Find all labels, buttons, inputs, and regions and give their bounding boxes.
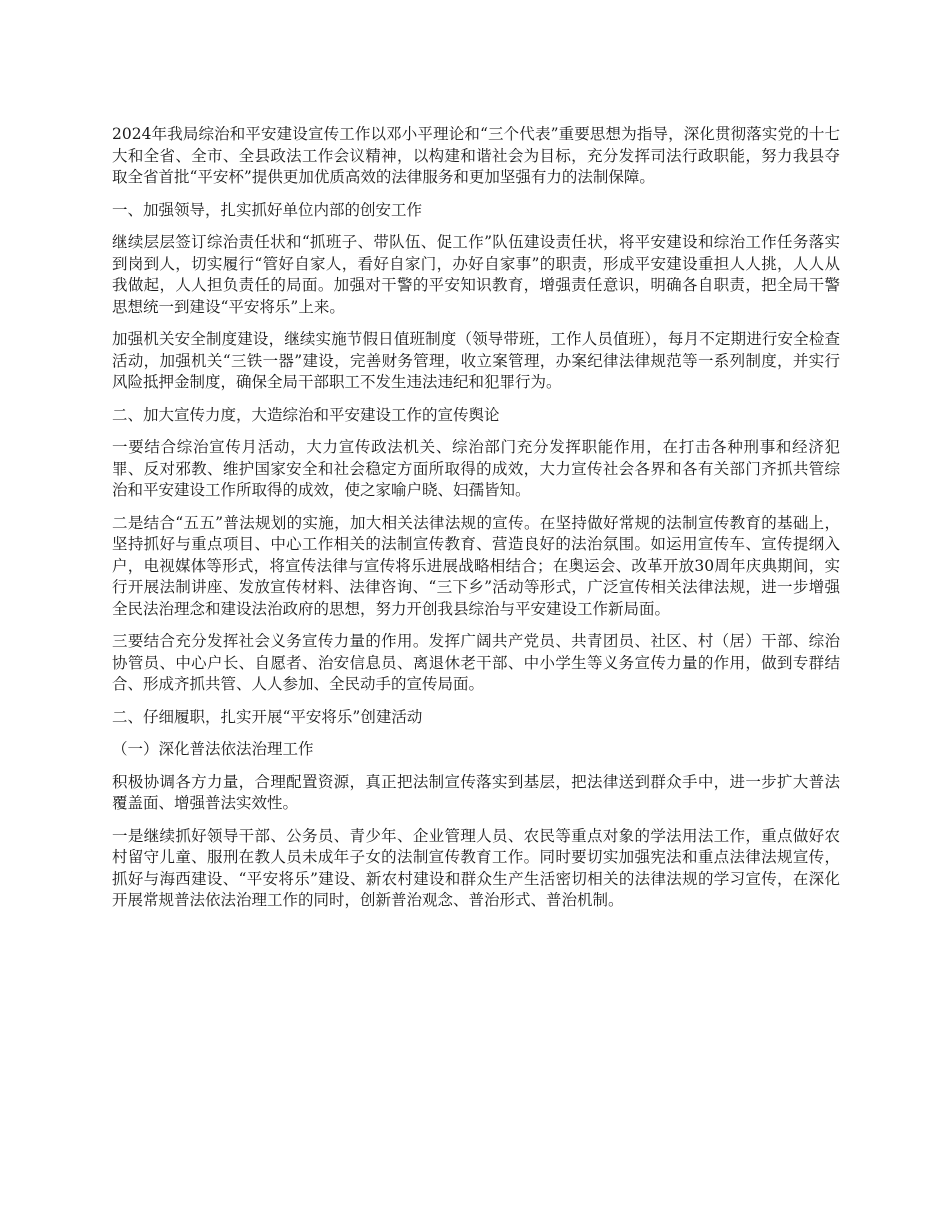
body-paragraph: 积极协调各方力量，合理配置资源，真正把法制宣传落实到基层，把法律送到群众手中，进一步扩大普法覆盖面、增强普法实效性。: [112, 772, 840, 812]
section-heading-3: 二、仔细履职，扎实开展“平安将乐”创建活动: [112, 707, 423, 726]
subsection-heading-1: （一）深化普法依法治理工作: [112, 740, 314, 758]
body-paragraph: 继续层层签订综治责任状和“抓班子、带队伍、促工作”队伍建设责任状，将平安建设和综治工作任务落实到岗到人，切实履行“管好自家人，看好自家门，办好自家事”的职责，形成平安建设重担人人挑，人人从我做起，人人担负责任的局面。加强对干警的平安知识教育，增强责任意识，明确各自职责，把全局干警思想统一到建设“平安将乐”上来。: [112, 233, 840, 316]
body-paragraph: 一是继续抓好领导干部、公务员、青少年、企业管理人员、农民等重点对象的学法用法工作，重点做好农村留守儿童、服刑在教人员未成年子女的法制宣传教育工作。同时要切实加强宪法和重点法律法规宣传，抓好与海西建设、“平安将乐”建设、新农村建设和群众生产生活密切相关的法律法规的学习宣传，在深化开展常规普法依法治理工作的同时，创新普治观念、普治形式、普治机制。: [112, 826, 840, 909]
section-heading-2: 二、加大宣传力度，大造综治和平安建设工作的宣传舆论: [112, 405, 500, 424]
body-paragraph: 二是结合“五五”普法规划的实施，加大相关法律法规的宣传。在坚持做好常规的法制宣传教育的基础上，坚持抓好与重点项目、中心工作相关的法制宣传教育、营造良好的法治氛围。如运用宣传车、宣传提纲入户，电视媒体等形式，将宣传法律与宣传将乐进展战略相结合；在奥运会、改革开放30周年庆典期间，实行开展法制讲座、发放宣传材料、法律咨询、“三下乡”活动等形式，广泛宣传相关法律法规，进一步增强全民法治理念和建设法治政府的思想，努力开创我县综治与平安建设工作新局面。: [112, 513, 840, 618]
body-paragraph: 加强机关安全制度建设，继续实施节假日值班制度（领导带班，工作人员值班），每月不定期进行安全检查活动，加强机关“三铁一器”建设，完善财务管理，收立案管理，办案纪律法律规范等一系列制度，并实行风险抵押金制度，确保全局干部职工不发生违法违纪和犯罪行为。: [112, 330, 840, 391]
section-heading-1: 一、加强领导，扎实抓好单位内部的创安工作: [112, 200, 423, 219]
body-paragraph: 一要结合综治宣传月活动，大力宣传政法机关、综治部门充分发挥职能作用，在打击各种刑事和经济犯罪、反对邪教、维护国家安全和社会稳定方面所取得的成效，大力宣传社会各界和各有关部门齐抓共管综治和平安建设工作所取得的成效，使之家喻户晓、妇孺皆知。: [112, 438, 840, 499]
intro-paragraph: 2024年我局综治和平安建设宣传工作以邓小平理论和“三个代表”重要思想为指导，深化贯彻落实党的十七大和全省、全市、全县政法工作会议精神，以构建和谐社会为目标，充分发挥司法行政职能，努力我县夺取全省首批“平安杯”提供更加优质高效的法律服务和更加坚强有力的法制保障。: [112, 125, 840, 186]
document-body: [112, 124, 840, 923]
body-paragraph: 三要结合充分发挥社会义务宣传力量的作用。发挥广阔共产党员、共青团员、社区、村（居）干部、综治协管员、中心户长、自愿者、治安信息员、离退休老干部、中小学生等义务宣传力量的作用，做到专群结合、形成齐抓共管、人人参加、全民动手的宣传局面。: [112, 632, 840, 693]
